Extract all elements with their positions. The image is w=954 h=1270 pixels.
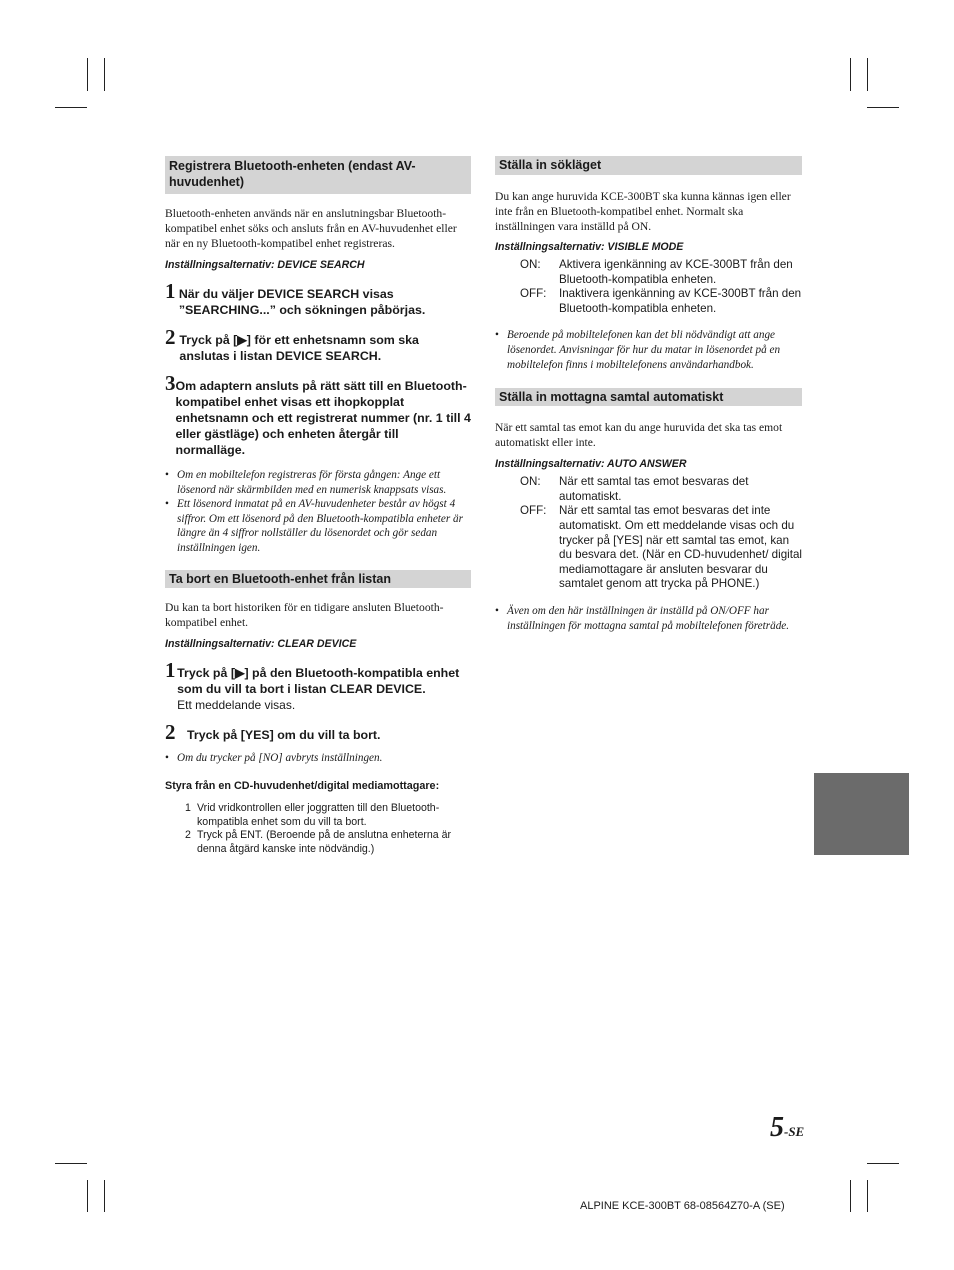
crop-mark [104, 58, 105, 91]
register-note-2 [165, 497, 471, 555]
cd-heading: Styra från en CD-huvudenhet/digital mediamottagare: [165, 780, 440, 793]
crop-mark [55, 107, 87, 108]
bullet-dot: • [165, 469, 169, 481]
search-mode-note [495, 328, 802, 372]
footer-text: ALPINE KCE-300BT 68-08564Z70-A (SE) [580, 1200, 785, 1212]
auto-answer-paragraph: När ett samtal tas emot kan du ange huruvida det ska tas emot automatiskt eller inte. [495, 421, 783, 450]
register-step-3 [165, 371, 471, 458]
cd-step-text: Tryck på ENT. (Beroende på de anslutna enheterna är denna åtgärd kanske inte nödvändig.) [197, 829, 452, 855]
step-number: 3 [165, 371, 176, 395]
value-text: När ett samtal tas emot besvaras det automatiskt. [559, 475, 749, 503]
value-row-on [520, 258, 802, 287]
step-text: Tryck på [YES] om du vill ta bort. [187, 727, 381, 742]
value-key: ON: [520, 258, 541, 271]
chapter-tab [814, 773, 909, 855]
bullet-dot: • [165, 498, 169, 511]
section-heading-remove: Ta bort en Bluetooth-enhet från listan [165, 570, 471, 588]
remove-step-1 [165, 657, 471, 713]
step-text: När du väljer DEVICE SEARCH visas ”SEARCHING...” och sökningen påbörjas. [178, 287, 426, 317]
section-heading-search-mode: Ställa in sökläget [495, 156, 802, 175]
remove-option: Inställningsalternativ: CLEAR DEVICE [165, 637, 357, 650]
cd-steps [165, 802, 471, 856]
register-note-1 [165, 468, 471, 497]
crop-mark [104, 1180, 105, 1212]
auto-answer-option: Inställningsalternativ: AUTO ANSWER [495, 458, 687, 471]
remove-step-2 [165, 719, 471, 744]
value-text: Aktivera igenkänning av KCE-300BT från den Bluetooth-kompatibla enheten. [559, 258, 793, 286]
cd-step-number: 1 [185, 802, 191, 815]
value-key: OFF: [520, 287, 547, 301]
register-step-2 [165, 325, 471, 364]
section-heading-register: Registrera Bluetooth-enheten (endast AV-huvudenhet) [165, 156, 471, 194]
right-column [495, 156, 802, 633]
step-number: 2 [165, 719, 176, 744]
crop-mark [867, 1163, 899, 1164]
value-text: När ett samtal tas emot besvaras det inte automatiskt. Om ett meddelande visas och du trycker på [YES] när ett samtal tas emot, kan du besvara det. (När en CD-huvudenhet/ digital mediamottagare är ansluten besvarar du samtalet genom att trycka på PHONE.) [559, 504, 802, 591]
step-number: 2 [165, 325, 176, 349]
crop-mark [850, 58, 851, 91]
crop-mark [867, 1180, 868, 1212]
note-text: Om en mobiltelefon registreras för första gången: Ange ett lösenord när skärmbilden med en numerisk knappsats visas. [177, 469, 447, 496]
left-column [165, 156, 471, 857]
auto-answer-values [495, 475, 802, 592]
value-key: OFF: [520, 504, 547, 518]
step-number: 1 [165, 657, 176, 682]
bullet-dot: • [495, 604, 499, 617]
note-text: Om du trycker på [NO] avbryts inställningen. [177, 751, 383, 764]
crop-mark [87, 1180, 88, 1212]
search-mode-values [495, 258, 802, 316]
step-text: Tryck på [▶] för ett enhetsnamn som ska anslutas i listan DEVICE SEARCH. [179, 333, 419, 363]
value-key: ON: [520, 475, 541, 489]
crop-mark [850, 1180, 851, 1212]
cd-step-1 [185, 802, 471, 829]
step-number: 1 [165, 279, 176, 303]
bullet-dot: • [165, 751, 169, 764]
register-step-1 [165, 279, 471, 318]
page-number [770, 1112, 804, 1144]
register-paragraph: Bluetooth-enheten används när en anslutningsbar Bluetooth-kompatibel enhet söks och ansluts från en AV-huvudenhet eller när en ny Bluetooth-kompatibel enhet registreras. [165, 207, 457, 250]
cd-step-2 [185, 829, 471, 856]
page-number-suffix: -SE [784, 1124, 805, 1139]
step-text: Tryck på [▶] på den Bluetooth-kompatibla enhet som du vill ta bort i listan CLEAR DEVICE. [177, 665, 460, 696]
step-text: Om adaptern ansluts på rätt sätt till en Bluetooth-kompatibel enhet visas ett ihopkopplat enhetsnamn och ett registrerat nummer (nr. 1 till 4 eller gästläge) och enheten återgår till normalläge. [175, 379, 471, 457]
register-option: Inställningsalternativ: DEVICE SEARCH [165, 259, 365, 271]
crop-mark [867, 107, 899, 108]
page-number-value: 5 [770, 1112, 784, 1143]
step-body [177, 661, 471, 713]
auto-answer-note [495, 604, 802, 633]
search-mode-paragraph: Du kan ange huruvida KCE-300BT ska kunna kännas igen eller inte från en Bluetooth-kompatibel enhet. Normalt ska inställningen vara inställd på ON. [495, 190, 791, 233]
step-subtext: Ett meddelande visas. [177, 697, 296, 712]
remove-paragraph: Du kan ta bort historiken för en tidigare ansluten Bluetooth-kompatibel enhet. [165, 600, 444, 629]
cd-step-text: Vrid vridkontrollen eller joggratten till den Bluetooth-kompatibla enhet som du vill ta bort. [197, 802, 440, 828]
value-row-on [520, 475, 802, 504]
remove-note [165, 751, 471, 766]
note-text: Även om den här inställningen är inställd på ON/OFF har inställningen för mottagna samtal på mobiltelefonen företräde. [507, 604, 790, 632]
search-mode-option: Inställningsalternativ: VISIBLE MODE [495, 241, 684, 253]
note-text: Ett lösenord inmatat på en AV-huvudenheter består av högst 4 siffror. Om ett lösenord på den Bluetooth-kompatibla enheter är längre än 4 siffror nollställer du lösenordet och gör sedan inställningen igen. [177, 498, 463, 554]
value-row-off [520, 504, 802, 592]
bullet-dot: • [495, 329, 499, 342]
crop-mark [867, 58, 868, 91]
section-heading-auto-answer: Ställa in mottagna samtal automatiskt [495, 388, 802, 406]
cd-step-number: 2 [185, 829, 191, 842]
crop-mark [87, 58, 88, 91]
crop-mark [55, 1163, 87, 1164]
note-text: Beroende på mobiltelefonen kan det bli nödvändigt att ange lösenordet. Anvisningar för hur du matar in lösenordet på en mobiltelefon finns i mobiltelefonens användarhandbok. [507, 329, 781, 371]
value-text: Inaktivera igenkänning av KCE-300BT från den Bluetooth-kompatibla enheten. [559, 287, 802, 315]
value-row-off [520, 287, 802, 316]
